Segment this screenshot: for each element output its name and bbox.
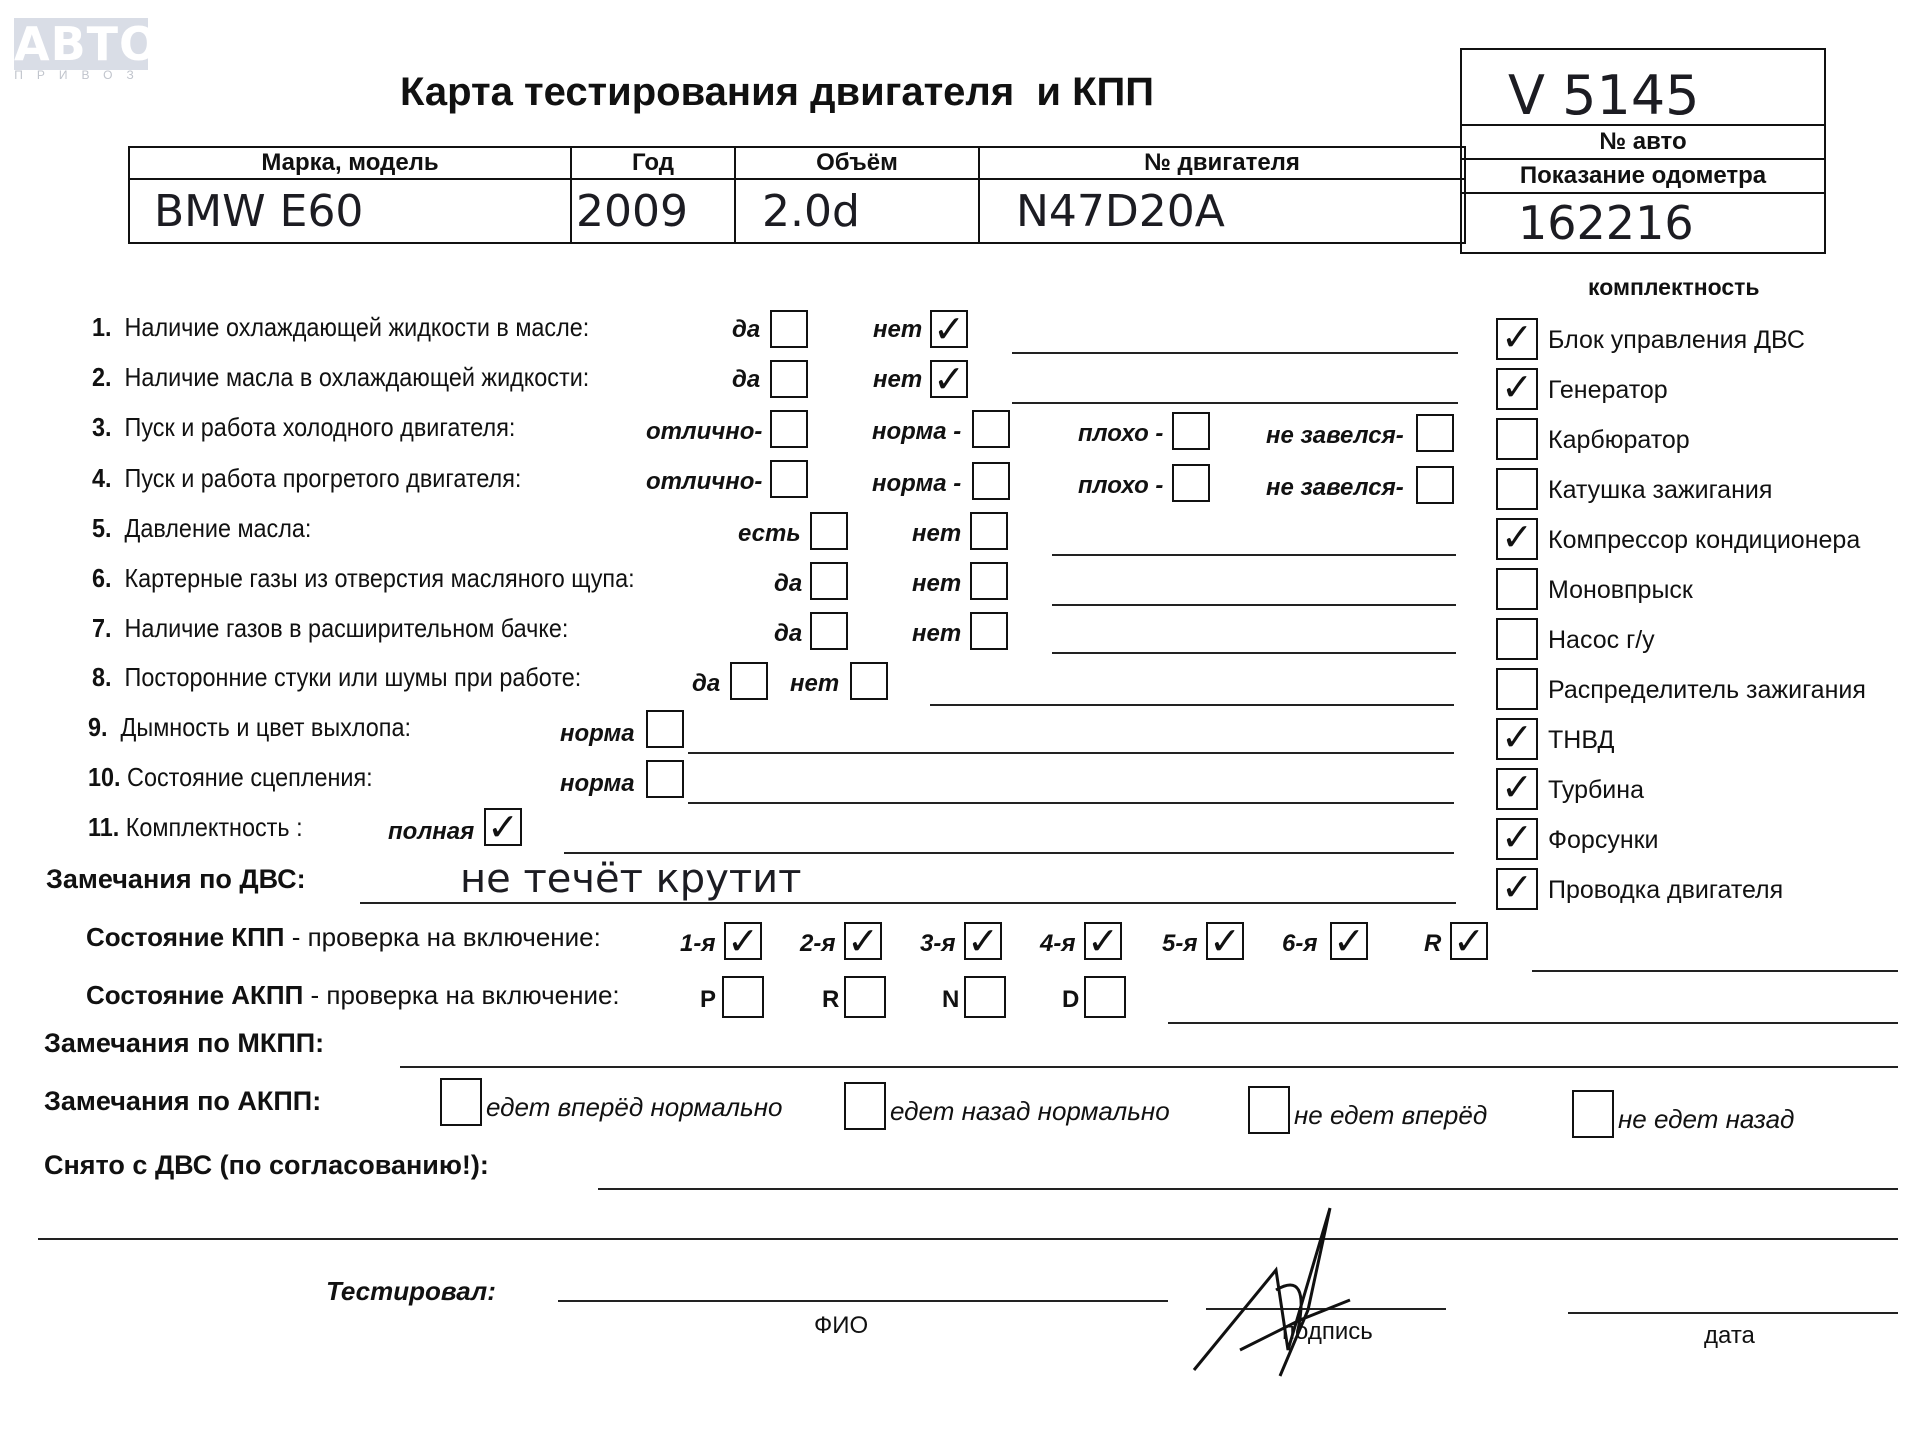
kpp-gear-checkbox[interactable]: ✓ (844, 922, 882, 960)
akpp-mode-checkbox[interactable] (844, 976, 886, 1018)
q5-no-checkbox[interactable] (970, 512, 1008, 550)
page-title: Карта тестирования двигателя и КПП (400, 70, 1155, 114)
akpp-mode-label: R (822, 986, 840, 1013)
kpp-gear-checkbox[interactable]: ✓ (1206, 922, 1244, 960)
q4-bad-label: плохо - (1078, 472, 1164, 499)
q9-notes-line[interactable] (688, 752, 1454, 754)
q8-no-checkbox[interactable] (850, 662, 888, 700)
question-11: 11. Комплектность : (88, 812, 303, 842)
fio-line[interactable] (558, 1300, 1168, 1302)
q6-yes-checkbox[interactable] (810, 562, 848, 600)
q4-not-started-label: не завелся- (1266, 474, 1404, 501)
akpp-mode-checkbox[interactable] (722, 976, 764, 1018)
vehicle-table (128, 146, 1466, 244)
kit-item-label: Компрессор кондиционера (1548, 526, 1861, 554)
q8-no-label: нет (790, 670, 840, 697)
q10-notes-line[interactable] (688, 802, 1454, 804)
q8-notes-line[interactable] (930, 704, 1454, 706)
q6-no-checkbox[interactable] (970, 562, 1008, 600)
kit-checkbox[interactable]: ✓ (1496, 518, 1538, 560)
kpp-gear-label: R (1424, 930, 1442, 957)
remarks-mkpp-label: Замечания по МКПП: (44, 1028, 325, 1058)
akpp-mode-label: P (700, 986, 717, 1013)
akpp-remark-checkbox[interactable] (1572, 1090, 1614, 1138)
q1-no-checkbox[interactable]: ✓ (930, 310, 968, 348)
kit-checkbox[interactable]: ✓ (1496, 718, 1538, 760)
kit-checkbox[interactable] (1496, 568, 1538, 610)
q3-excellent-checkbox[interactable] (770, 410, 808, 448)
kpp-gear-label: 2-я (800, 930, 836, 957)
kit-checkbox[interactable]: ✓ (1496, 368, 1538, 410)
kit-checkbox[interactable]: ✓ (1496, 318, 1538, 360)
q2-no-label: нет (873, 366, 923, 393)
date-line[interactable] (1568, 1312, 1898, 1314)
header-make: Марка, модель (261, 149, 439, 176)
kit-item-label: Форсунки (1548, 826, 1659, 854)
kpp-gear-checkbox[interactable]: ✓ (964, 922, 1002, 960)
auto-number-value[interactable]: V 5145 (1508, 64, 1700, 127)
kit-item-label: Генератор (1548, 376, 1668, 404)
signature-scribble (1180, 1200, 1380, 1380)
removed-line-2[interactable] (38, 1238, 1898, 1240)
q8-yes-label: да (692, 670, 721, 697)
signature-caption: подпись (1282, 1318, 1373, 1345)
question-10: 10. Состояние сцепления: (88, 762, 373, 792)
logo: АВТО (14, 17, 160, 71)
date-caption: дата (1704, 1322, 1755, 1349)
kit-item-label: Моновпрыск (1548, 576, 1693, 604)
kpp-label: Состояние КПП - проверка на включение: (86, 922, 601, 952)
kpp-notes-line[interactable] (1532, 970, 1898, 972)
q10-normal-label: норма (560, 770, 635, 797)
q2-no-checkbox[interactable]: ✓ (930, 360, 968, 398)
remarks-ice-value[interactable]: не течёт крутит (460, 856, 802, 902)
fio-caption: ФИО (814, 1312, 869, 1339)
kpp-gear-label: 6-я (1282, 930, 1318, 957)
akpp-label: Состояние АКПП - проверка на включение: (86, 980, 620, 1010)
value-volume[interactable]: 2.0d (762, 185, 860, 237)
akpp-notes-line[interactable] (1168, 1022, 1898, 1024)
kpp-gear-checkbox[interactable]: ✓ (1084, 922, 1122, 960)
q4-bad-checkbox[interactable] (1172, 464, 1210, 502)
q10-normal-checkbox[interactable] (646, 760, 684, 798)
kit-checkbox[interactable] (1496, 668, 1538, 710)
kpp-gear-checkbox[interactable]: ✓ (1450, 922, 1488, 960)
odometer-divider-2 (1462, 192, 1824, 194)
q2-notes-line[interactable] (1012, 402, 1458, 404)
akpp-mode-label: N (942, 986, 960, 1013)
q11-full-label: полная (388, 818, 475, 845)
kit-checkbox[interactable]: ✓ (1496, 818, 1538, 860)
header-engine-no: № двигателя (1144, 149, 1300, 176)
q3-bad-checkbox[interactable] (1172, 412, 1210, 450)
akpp-remark-checkbox[interactable] (1248, 1086, 1290, 1134)
kit-checkbox[interactable]: ✓ (1496, 868, 1538, 910)
q2-yes-checkbox[interactable] (770, 360, 808, 398)
value-engine-no[interactable]: N47D20A (1016, 185, 1225, 237)
q3-not-started-label: не завелся- (1266, 422, 1404, 449)
question-3: 3. Пуск и работа холодного двигателя: (92, 412, 516, 442)
q7-no-checkbox[interactable] (970, 612, 1008, 650)
kpp-gear-label: 1-я (680, 930, 716, 957)
akpp-mode-checkbox[interactable] (1084, 976, 1126, 1018)
q5-notes-line[interactable] (1052, 554, 1456, 556)
q5-present-checkbox[interactable] (810, 512, 848, 550)
kpp-gear-checkbox[interactable]: ✓ (724, 922, 762, 960)
removed-line-1[interactable] (598, 1188, 1898, 1190)
q7-no-label: нет (912, 620, 962, 647)
akpp-remark-label: едет вперёд нормально (486, 1092, 783, 1122)
akpp-remark-label: не едет назад (1618, 1104, 1795, 1134)
q3-normal-checkbox[interactable] (972, 410, 1010, 448)
auto-number-divider (1462, 124, 1824, 126)
question-6: 6. Картерные газы из отверстия масляного щупа: (92, 563, 635, 593)
kpp-gear-label: 5-я (1162, 930, 1198, 957)
value-make[interactable]: BMW E60 (154, 185, 364, 237)
tested-by-label: Тестировал: (326, 1276, 496, 1306)
remarks-akpp-label: Замечания по АКПП: (44, 1086, 322, 1116)
question-4: 4. Пуск и работа прогретого двигателя: (92, 463, 522, 493)
question-1: 1. Наличие охлаждающей жидкости в масле: (92, 312, 590, 342)
value-year[interactable]: 2009 (576, 185, 688, 237)
kit-item-label: Блок управления ДВС (1548, 326, 1805, 354)
kit-item-label: Проводка двигателя (1548, 876, 1784, 904)
kit-item-label: Насос г/у (1548, 626, 1655, 654)
akpp-remark-label: не едет вперёд (1294, 1100, 1488, 1130)
question-7: 7. Наличие газов в расширительном бачке: (92, 613, 569, 643)
akpp-mode-checkbox[interactable] (964, 976, 1006, 1018)
kit-checkbox[interactable] (1496, 418, 1538, 460)
odometer-label: Показание одометра (1519, 162, 1767, 189)
kpp-gear-checkbox[interactable]: ✓ (1330, 922, 1368, 960)
q3-normal-label: норма - (872, 418, 962, 445)
kpp-gear-label: 4-я (1040, 930, 1076, 957)
logo-subtitle: ПРИВОЗ (14, 68, 148, 82)
header-volume: Объём (816, 149, 898, 176)
q4-normal-label: норма - (872, 470, 962, 497)
q11-full-checkbox[interactable]: ✓ (484, 808, 522, 846)
kit-checkbox[interactable] (1496, 468, 1538, 510)
q1-yes-label: да (732, 316, 761, 343)
q4-excellent-label: отлично- (646, 468, 763, 495)
q1-notes-line[interactable] (1012, 352, 1458, 354)
odometer-divider (1462, 158, 1824, 160)
question-2: 2. Наличие масла в охлаждающей жидкости: (92, 362, 590, 392)
akpp-remark-checkbox[interactable] (440, 1078, 482, 1126)
q1-yes-checkbox[interactable] (770, 310, 808, 348)
kit-item-label: Турбина (1548, 776, 1644, 804)
kit-item-label: ТНВД (1548, 726, 1615, 754)
q4-not-started-checkbox[interactable] (1416, 466, 1454, 504)
kit-checkbox[interactable]: ✓ (1496, 768, 1538, 810)
removed-label: Снято с ДВС (по согласованию!): (44, 1150, 489, 1180)
q8-yes-checkbox[interactable] (730, 662, 768, 700)
header-year: Год (632, 149, 674, 176)
q4-excellent-checkbox[interactable] (770, 460, 808, 498)
kit-title: комплектность (1588, 274, 1760, 300)
q7-yes-checkbox[interactable] (810, 612, 848, 650)
q11-notes-line[interactable] (564, 852, 1454, 854)
q3-excellent-label: отлично- (646, 418, 763, 445)
q4-normal-checkbox[interactable] (972, 462, 1010, 500)
auto-number-box (1460, 48, 1826, 254)
auto-number-label: № авто (1599, 128, 1687, 155)
remarks-ice-label: Замечания по ДВС: (46, 864, 306, 894)
question-9: 9. Дымность и цвет выхлопа: (88, 712, 412, 742)
odometer-value[interactable]: 162216 (1518, 196, 1694, 250)
q6-no-label: нет (912, 570, 962, 597)
akpp-remark-label: едет назад нормально (890, 1096, 1170, 1126)
q3-bad-label: плохо - (1078, 420, 1164, 447)
kit-item-label: Карбюратор (1548, 426, 1690, 454)
kit-item-label: Катушка зажигания (1548, 476, 1773, 504)
q1-no-label: нет (873, 316, 923, 343)
akpp-mode-label: D (1062, 986, 1080, 1013)
q2-yes-label: да (732, 366, 761, 393)
kit-checkbox[interactable] (1496, 618, 1538, 660)
q9-normal-checkbox[interactable] (646, 710, 684, 748)
q6-yes-label: да (774, 570, 803, 597)
kpp-gear-label: 3-я (920, 930, 956, 957)
remarks-mkpp-line[interactable] (400, 1066, 1898, 1068)
q5-present-label: есть (738, 520, 801, 547)
question-5: 5. Давление масла: (92, 513, 312, 543)
q9-normal-label: норма (560, 720, 635, 747)
q5-no-label: нет (912, 520, 962, 547)
question-8: 8. Посторонние стуки или шумы при работе: (92, 662, 582, 692)
akpp-remark-checkbox[interactable] (844, 1082, 886, 1130)
q3-not-started-checkbox[interactable] (1416, 414, 1454, 452)
q7-notes-line[interactable] (1052, 652, 1456, 654)
remarks-ice-line[interactable] (360, 902, 1456, 904)
kit-item-label: Распределитель зажигания (1548, 676, 1866, 704)
q6-notes-line[interactable] (1052, 604, 1456, 606)
q7-yes-label: да (774, 620, 803, 647)
